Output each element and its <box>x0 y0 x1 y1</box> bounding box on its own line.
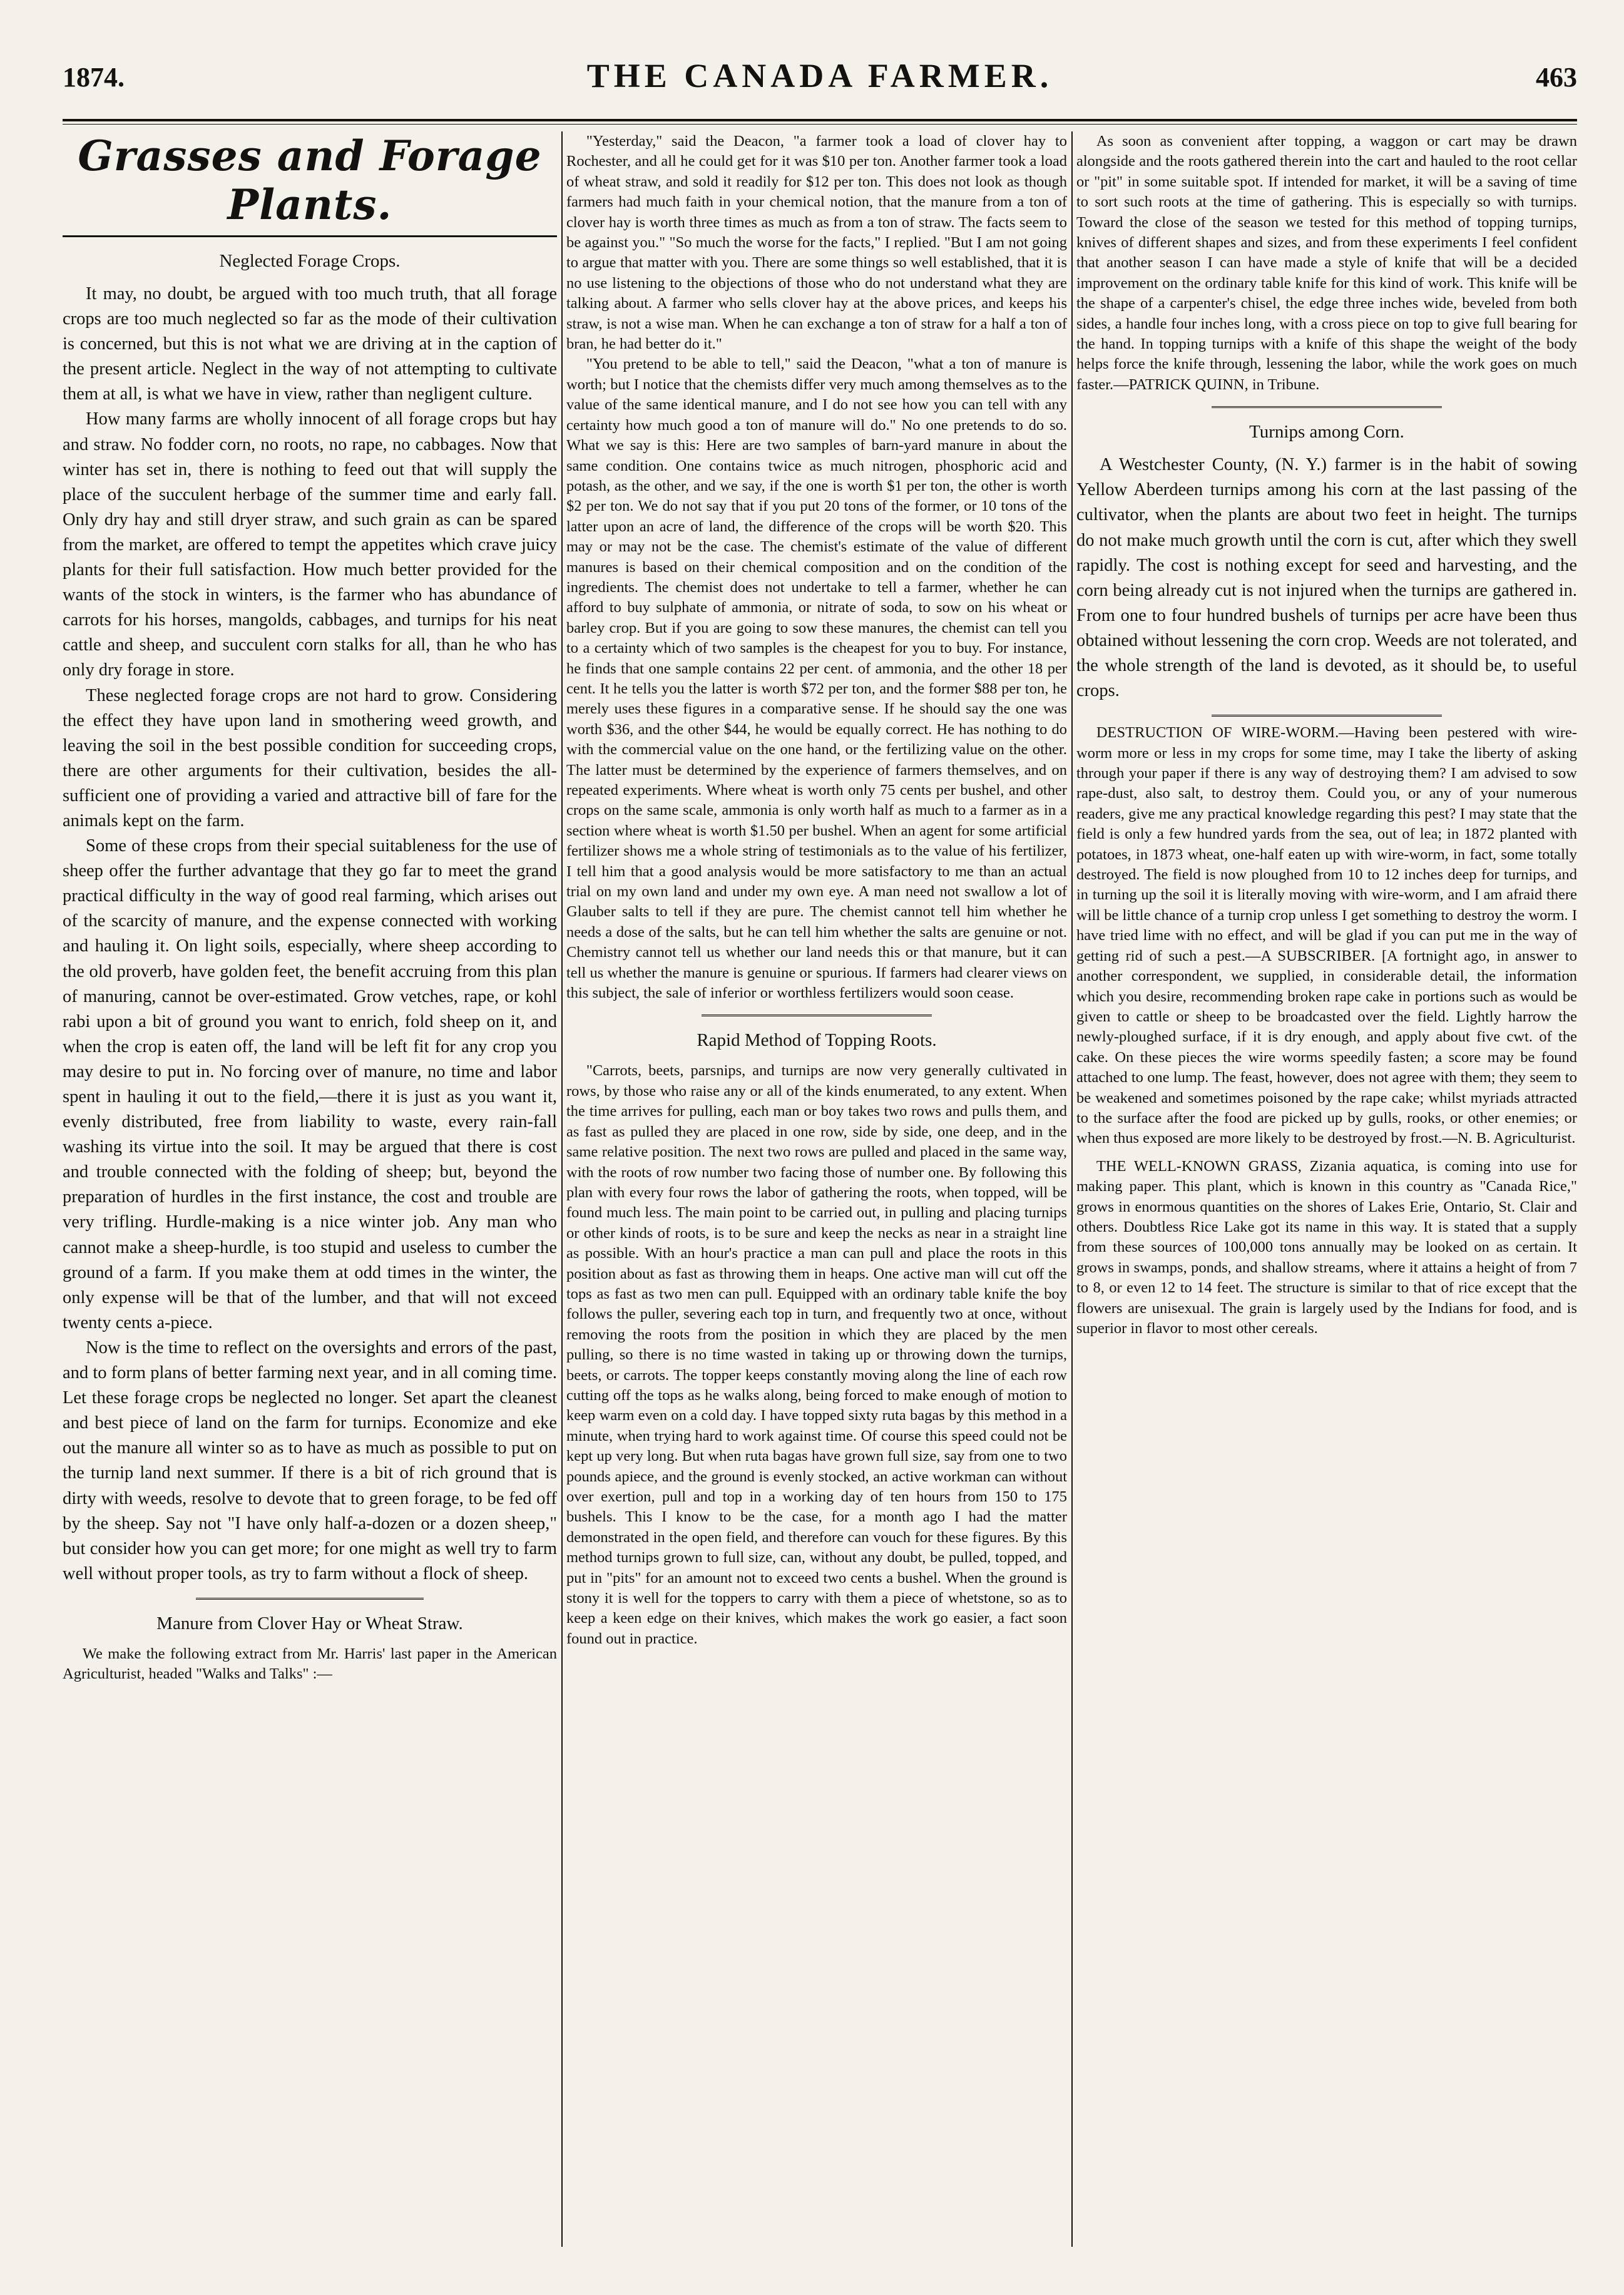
page-number: 463 <box>1536 62 1577 93</box>
article-title-turnips: Turnips among Corn. <box>1249 422 1404 442</box>
article-body-neglected <box>63 282 557 1587</box>
paragraph: THE WELL-KNOWN GRASS, Zizania aquatica, is coming into use for making paper. This plant, which is known in this country as "Canada Rice," grows in enormous quantities on the shores of Lakes Erie, Ontario, St. Clair and others. Doubtless Rice Lake got its name in this way. It is stated that a supply from these sources of 100,000 tons annually may be looked on as certain. It grows in swamps, ponds, and shallow streams, where it attains a height of from 7 to 8, or even 12 to 14 feet. The structure is similar to that of rice except that the flowers are unisexual. The grain is largely used by the Indians for food, and is superior in flavor to most other cereals. <box>1076 1157 1577 1337</box>
article-body-manure-start <box>63 1644 557 1685</box>
masthead-title: THE CANADA FARMER. <box>586 57 1053 95</box>
article-title-rapid: Rapid Method of Topping Roots. <box>697 1030 937 1051</box>
paragraph: How many farms are wholly innocent of all forage crops but hay and straw. No fodder corn, no roots, no rape, no cabbages. Now that winter has set in, there is nothing to feed out that will supply the place of the succulent herbage of the summer time and early fall. Only dry hay and still dryer straw, and such grain as can be spared from the market, are offered to tempt the appetites which crave juicy plants for their full satisfaction. How much better provided for the wants of the stock in winters, is the farmer who has abundance of carrots for his horses, mangolds, cabbages, and turnips for his neat cattle and sheep, and succulent corn stalks for all, than he who has only dry forage in store. <box>63 409 557 680</box>
paragraph: Now is the time to reflect on the oversights and errors of the past, and to form plans of better farming next year, and in all coming time. Let these forage crops be neglected no longer. Set apart the cleanest and best piece of land on the farm for turnips. Economize and eke out the manure all winter so as to have as much as possible to put on the turnip land next summer. If there is a bit of rich ground that is dirty with weeds, resolve to devote that to green forage, to be fed off by the sheep. Say not "I have only half-a-dozen or a dozen sheep," but consider how you can get more; for one might as well try to farm well without proper tools, as try to farm without a flock of sheep. <box>63 1337 557 1583</box>
paragraph: As soon as convenient after topping, a waggon or cart may be drawn alongside and the roots gathered therein into the cart and hauled to the root cellar or "pit" in some suitable spot. If intended for market, it will be a saving of time to sort such roots at the time of gathering. This is especially so with turnips. Toward the close of the season we tested for this method of topping turnips, knives of different shapes and sizes, and from these experiments I feel confident that another season I can have made a style of knife that will be a decided improvement on the ordinary table knife for this kind of work. This knife will be the shape of a carpenter's chisel, the edge three inches wide, beveled from both sides, a handle four inches long, with a cross piece on top to give full bearing for the hand. In topping turnips with a knife of this shape the weight of the body helps force the knife through, lessening the labor, while the work goes on much faster.—PATRICK QUINN, in Tribune. <box>1076 133 1577 393</box>
header-rule <box>63 119 1577 121</box>
header-rule-thin <box>63 124 1577 125</box>
column-right <box>1076 131 1577 2276</box>
section-heading: Grasses and Forage Plants. <box>63 131 557 237</box>
paragraph: It may, no doubt, be argued with too much truth, that all forage crops are too much neglected so far as the mode of their cultivation is concerned, but this is not what we are driving at in the caption of the present article. Neglect in the way of not attempting to cultivate them at all, is what we have in view, rather than negligent culture. <box>63 284 557 404</box>
article-title-manure: Manure from Clover Hay or Wheat Straw. <box>156 1613 463 1633</box>
paragraph: Some of these crops from their special suitableness for the use of sheep offer the further advantage that they go far to meet the grand practical difficulty in the way of good real farming, which arises out of the scarcity of manure, and the expense connected with working and hauling it. On light soils, especially, where sheep according to the old proverb, have golden feet, the benefit accruing from this plan of manuring, cannot be over-estimated. Grow vetches, rape, or kohl rabi upon a bit of ground you want to enrich, fold sheep on it, and when the crop is eaten off, the land will be left fit for any crop you may desire to put in. No forcing over of manure, no time and labor spent in hauling it out to the field,—there it is just as you want it, evenly distributed, free from liability to waste, every rain-fall washing its virtue into the soil. It may be argued that there is cost and trouble connected with the folding of sheep; but, beyond the preparation of hurdles in the first instance, the cost and trouble are very trifling. Hurdle-making is a nice winter job. Any man who cannot make a sheep-hurdle, is too stupid and useless to cumber the ground of a farm. If you make them at odd times in the winter, the only expense will be that of the lumber, and that will not exceed twenty cents a-piece. <box>63 836 557 1332</box>
article-title-neglected: Neglected Forage Crops. <box>219 251 401 271</box>
column-left <box>63 131 557 2276</box>
paragraph: A Westchester County, (N. Y.) farmer is in the habit of sowing Yellow Aberdeen turnips among his corn at the last passing of the cultivator, when the plants are about two feet in height. The turnips do not make much growth until the corn is cut, after which they swell rapidly. The cost is nothing except for seed and harvesting, and the corn being already cut is not injured when the turnips are gathered in. From one to four hundred bushels of turnips per acre have been thus obtained without lessening the corn crop. Weeds are not tolerated, and the whole strength of the land is devoted, as it should be, to useful crops. <box>1076 455 1577 701</box>
article-separator <box>1212 715 1442 717</box>
article-separator <box>196 1598 423 1600</box>
paragraph: We make the following extract from Mr. Harris' last paper in the American Agriculturist, headed "Walks and Talks" :— <box>63 1645 557 1683</box>
column-divider <box>1071 131 1073 2247</box>
paragraph: "Carrots, beets, parsnips, and turnips are now very generally cultivated in rows, by those who raise any or all of the kinds enumerated, to any extent. When the time arrives for pulling, each man or boy takes two rows and pulls them, and as fast as pulled they are placed in one row, side by side, one deep, and in the same relative position. The next two rows are pulled and placed in the same way, with the roots of row number two facing those of number one. By following this plan with every four rows the labor of gathering the roots, when topped, will be found much less. The main point to be carried out, in pulling and placing turnips or other kinds of roots, is to be sure and keep the necks as near in a straight line as possible. With an hour's practice a man can pull and place the roots in this position about as fast as throwing them in heaps. One active man will cut off the tops as fast as two men can pull. Equipped with an ordinary table knife the boy follows the puller, severing each top in turn, and frequently two at once, without removing the roots from the position in which they are placed by the men pulling, so there is no time wasted in taking up or throwing down the turnips, beets, or carrots. The topper keeps constantly moving along the line of each row cutting off the tops as he walks along, being forced to make enough of motion to keep warm even on a cold day. I have topped sixty ruta bagas by this method in a minute, when trying hard to work against time. Of course this speed could not be kept up very long. But when ruta bagas have grown full size, say from one to two pounds apiece, and the ground is evenly stocked, an active workman can without over exertion, pull and top in a working day of ten hours from 150 to 175 bushels. This I know to be the case, for a month ago I had the matter demonstrated in the open field, and therefore can vouch for these figures. By this method turnips grown to full size, can, without any doubt, be pulled, topped, and put in "pits" for an amount not to exceed two cents a bushel. When the ground is stony it is well for the toppers to carry with them a piece of whetstone, so as to keep a keen edge on their knives, which makes the work go easier, a fact soon found out in practice. <box>566 1062 1067 1647</box>
paragraph: "Yesterday," said the Deacon, "a farmer took a load of clover hay to Rochester, and all he could get for it was $10 per ton. Another farmer took a load of wheat straw, and sold it readily for $12 per ton. This does not look as though farmers had much faith in your chemical notion, that the manure from a ton of clover hay is worth three times as much as from a ton of straw. The facts seem to be against you." "So much the worse for the facts," I replied. "But I am not going to argue that matter with you. There are some things so well established, that it is no use listening to the objections of those who do not understand what they are talking about. A farmer who sells clover hay at the above prices, and keeps his straw, is not a wise man. When he can exchange a ton of straw for a half a ton of bran, he had better do it." <box>566 133 1067 353</box>
article-body-rapid-continued <box>1076 131 1577 395</box>
paragraph: DESTRUCTION OF WIRE-WORM.—Having been pestered with wire-worm more or less in my crops for some time, may I take the liberty of asking through your paper if there is any way of destroying them? I am advised to sow rape-dust, also salt, to destroy them. Could you, or any of your numerous readers, give me any practical knowledge regarding this pest? I may state that the field is only a few hundred yards from the sea, out of lea; in 1872 planted with potatoes, in 1873 wheat, one-half eaten up with wire-worm, in fact, some totally destroyed. The field is now ploughed from 10 to 12 inches deep for turnips, and in turning up the soil it is literally moving with wire-worm, and I am afraid there will be little chance of a turnip crop unless I get something to destroy the worm. I have tried lime with no effect, and will be glad if you can put me in the way of getting rid of such a pest.—A SUBSCRIBER. [A fortnight ago, in answer to another correspondent, we supplied, in considerable detail, the information which you desire, recommending broken rape cake in portions such as would be given to cattle or sheep to be broadcasted over the field. Lightly harrow the newly-ploughed surface, if it is dry enough, and apply about five cwt. of the cake. On these pieces the wire worms speedily fasten; a score may be found attached to one lump. The feast, however, does not agree with them; they seem to be weakened and sometimes poisoned by the rape cake; whilst myriads attracted to the surface after the food are picked up by gulls, rooks, or other enemies; or when thus exposed are more likely to be destroyed by frost.—N. B. Agriculturist. <box>1076 724 1577 1147</box>
article-body-manure <box>566 131 1067 1003</box>
page-header <box>63 56 1577 110</box>
article-body-rapid <box>566 1061 1067 1649</box>
article-body-grass <box>1076 1157 1577 1339</box>
header-year: 1874. <box>63 62 125 93</box>
paragraph: "You pretend to be able to tell," said the Deacon, "what a ton of manure is worth; but I notice that the chemists differ very much among themselves as to the value of the same identical manure, and I do not see how you can tell with any certainty how much good a ton of manure will do." No one pretends to do so. What we say is this: Here are two samples of barn-yard manure in about the same condition. One contains twice as much nitrogen, phosphoric acid and potash, as the other, and we say, if the one is worth $1 per ton, the other is worth $2 per ton. We do not say that if you put 20 tons of the former, or 10 tons of the latter upon an acre of land, the difference of the crops will be worth $20. This may or may not be the case. The chemist's estimate of the value of different manures is based on their chemical composition and on the condition of the ingredients. The chemist does not undertake to tell a farmer, whether he can afford to buy sulphate of ammonia, or nitrate of soda, to sow on his wheat or barley crop. But if you are going to sow these manures, the chemist can tell you to a certainty which of two samples is the cheapest for you to buy. For instance, he finds that one sample contains 22 per cent. of ammonia, and the other 18 per cent. It he tells you the latter is worth $72 per ton, and the former $88 per ton, he merely uses these figures in a comparative sense. If he should say the one was worth $36, and the other $44, he would be equally correct. He has nothing to do with the commercial value on the one hand, or the fertilizing value on the other. The latter must be determined by the experience of farmers themselves, and on repeated experiments. Where wheat is worth only 75 cents per bushel, and other crops on the same scale, ammonia is only worth half as much to a farmer as in a section where wheat is worth $1.50 per bushel. When an agent for some artificial fertilizer shows me a whole string of testimonials as to the value of his fertilizer, I tell him that a good analysis would be more satisfactory to me than an actual trial on my own land and under my own eye. A man need not swallow a lot of Glauber salts to tell if they are pure. The chemist cannot tell him whether he needs a dose of the salts, but he can tell him whether the salts are genuine or not. Chemistry cannot tell us whether our land needs this or that manure, but it can tell us whether the manure is genuine or spurious. If farmers had clearer views on this subject, the sale of inferior or worthless fertilizers would soon cease. <box>566 355 1067 1002</box>
article-body-wireworm <box>1076 723 1577 1149</box>
article-separator <box>1212 406 1442 408</box>
article-body-turnips <box>1076 452 1577 703</box>
column-divider <box>561 131 563 2247</box>
paragraph: These neglected forage crops are not hard to grow. Considering the effect they have upon land in smothering weed growth, and leaving the soil in the best possible condition for succeeding crops, there are other arguments for their cultivation, besides the all-sufficient one of providing a varied and attractive bill of fare for the animals kept on the farm. <box>63 685 557 831</box>
article-separator <box>702 1015 932 1016</box>
column-middle <box>566 131 1067 2276</box>
